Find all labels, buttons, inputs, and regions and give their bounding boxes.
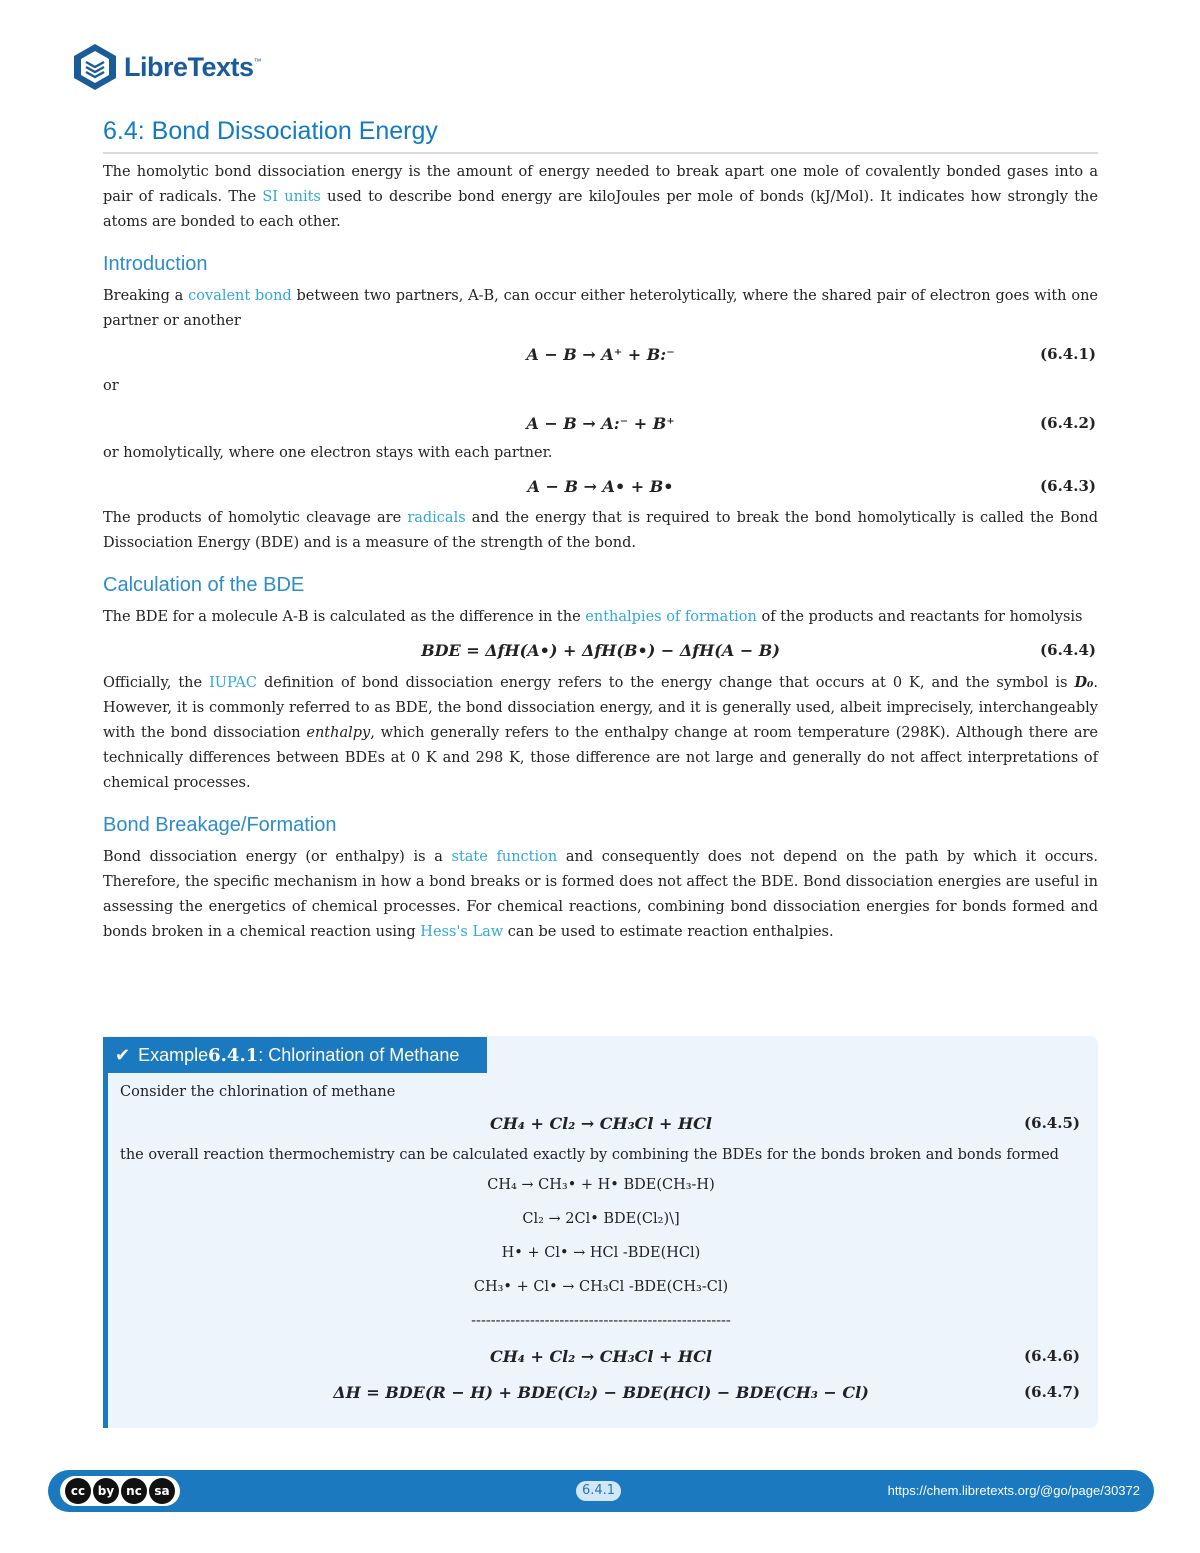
text-run: and consequently does not depend on the path by which it occurs. Therefore, the specific mechanism in how a bond breaks or is formed does not affect the BDE. Bond dissociation energies are useful in assessing the energetics of chemical processes. For chemical reactions, combining bond dissociation energies for bonds formed and bonds broken in a chemical reaction using bbox=[103, 849, 1098, 940]
equation-6-4-5 bbox=[120, 1105, 1082, 1141]
article-content bbox=[103, 117, 1098, 945]
page-number: 6.4.1 bbox=[576, 1481, 621, 1501]
page-title: 6.4: Bond Dissociation Energy bbox=[103, 117, 1098, 154]
calculation-paragraph bbox=[103, 605, 1098, 630]
example-number: 6.4.1 bbox=[208, 1044, 259, 1066]
text-run: The products of homolytic cleavage are bbox=[103, 510, 408, 526]
symbol-d0: D₀ bbox=[1074, 674, 1094, 691]
libretexts-logo[interactable] bbox=[72, 40, 262, 94]
text-run: . However, it is commonly referred to as BDE, the bond dissociation energy, and it is generally used, albeit imprecisely, interchangeably with the bond dissociation bbox=[103, 675, 1098, 741]
link-covalent-bond[interactable]: covalent bond bbox=[188, 288, 292, 304]
example-left-bar bbox=[103, 1073, 108, 1428]
example-explanation: the overall reaction thermochemistry can be calculated exactly by combining the BDEs for the bonds broken and bonds formed bbox=[120, 1147, 1059, 1163]
text-run: of the products and reactants for homolysis bbox=[756, 609, 1083, 625]
intro-paragraph bbox=[103, 160, 1098, 235]
example-title-tab bbox=[103, 1037, 487, 1073]
equation-number: (6.4.6) bbox=[1024, 1347, 1080, 1365]
heading-introduction: Introduction bbox=[103, 253, 208, 275]
cc-icon: cc bbox=[65, 1478, 91, 1504]
equation-body: A − B → A:⁻ + B⁺ bbox=[526, 413, 675, 433]
text-run: Bond dissociation energy (or enthalpy) is a bbox=[103, 849, 452, 865]
equation-6-4-4 bbox=[103, 632, 1098, 668]
equation-6-4-3 bbox=[103, 468, 1098, 504]
equation-number: (6.4.1) bbox=[1040, 345, 1096, 363]
text-run: definition of bond dissociation energy refers to the energy change that occurs at 0 K, and the symbol is bbox=[257, 675, 1075, 691]
iupac-paragraph bbox=[103, 670, 1098, 796]
equation-body: ΔH = BDE(R − H) + BDE(Cl₂) − BDE(HCl) − BDE(CH₃ − Cl) bbox=[333, 1382, 869, 1402]
text-run: , which generally refers to the enthalpy change at room temperature (298K). Although there are technically differences between BDEs at 0 K and 298 K, those difference are not large and generally do not affect interpretations of chemical processes. bbox=[103, 725, 1098, 791]
page-url[interactable]: https://chem.libretexts.org/@go/page/30372 bbox=[887, 1483, 1140, 1498]
equation-number: (6.4.3) bbox=[1040, 477, 1096, 495]
equation-number: (6.4.2) bbox=[1040, 414, 1096, 432]
divider-line: ----------------------------------------------------- bbox=[471, 1313, 731, 1329]
by-icon: by bbox=[93, 1478, 119, 1504]
link-si-units[interactable]: SI units bbox=[262, 189, 321, 205]
emphasis-enthalpy: enthalpy bbox=[306, 725, 371, 741]
text-run: can be used to estimate reaction enthalpies. bbox=[503, 924, 834, 940]
equation-body: CH₄ + Cl₂ → CH₃Cl + HCl bbox=[490, 1113, 712, 1133]
text-run: The homolytic bond dissociation energy is the amount of energy needed to break apart one mole of covalently bonded gases into a pair of radicals. The bbox=[103, 164, 1098, 205]
bond-breakage-paragraph bbox=[103, 845, 1098, 945]
homolytic-text: or homolytically, where one electron stays with each partner. bbox=[103, 445, 553, 461]
reaction-step-1: CH₄ → CH₃• + H• BDE(CH₃-H) bbox=[487, 1177, 715, 1193]
cc-license-badge[interactable] bbox=[60, 1476, 180, 1506]
heading-calculation: Calculation of the BDE bbox=[103, 574, 305, 596]
equation-6-4-7 bbox=[120, 1374, 1082, 1410]
equation-number: (6.4.7) bbox=[1024, 1383, 1080, 1401]
or-text: or bbox=[103, 378, 119, 394]
equation-6-4-2 bbox=[103, 405, 1098, 441]
check-icon: ✔ bbox=[115, 1044, 131, 1065]
libretexts-logo-icon bbox=[72, 42, 118, 92]
example-box bbox=[103, 1036, 1098, 1428]
link-iupac[interactable]: IUPAC bbox=[209, 675, 258, 691]
equation-body: CH₄ + Cl₂ → CH₃Cl + HCl bbox=[490, 1346, 712, 1366]
radicals-paragraph bbox=[103, 506, 1098, 556]
example-label: Example bbox=[138, 1044, 209, 1065]
link-state-function[interactable]: state function bbox=[451, 849, 558, 865]
link-enthalpies-of-formation[interactable]: enthalpies of formation bbox=[585, 609, 757, 625]
reaction-step-2: Cl₂ → 2Cl• BDE(Cl₂)\] bbox=[522, 1211, 680, 1227]
equation-6-4-6 bbox=[120, 1338, 1082, 1374]
equation-number: (6.4.5) bbox=[1024, 1114, 1080, 1132]
text-run: The BDE for a molecule A-B is calculated as the difference in the bbox=[103, 609, 586, 625]
text-run: between two partners, A-B, can occur either heterolytically, where the shared pair of electron goes with one partner or another bbox=[103, 288, 1098, 329]
text-run: and the energy that is required to break the bond homolytically is called the Bond Dissociation Energy (BDE) and is a measure of the strength of the bond. bbox=[103, 510, 1098, 551]
example-intro: Consider the chlorination of methane bbox=[120, 1084, 396, 1100]
sa-icon: sa bbox=[149, 1478, 175, 1504]
text-run: Breaking a bbox=[103, 288, 189, 304]
nc-icon: nc bbox=[121, 1478, 147, 1504]
heading-bond-breakage: Bond Breakage/Formation bbox=[103, 814, 337, 836]
equation-body: A − B → A⁺ + B:⁻ bbox=[526, 344, 675, 364]
logo-trademark: ™ bbox=[253, 56, 262, 66]
text-run: used to describe bond energy are kiloJoules per mole of bonds (kJ/Mol). It indicates how strongly the atoms are bonded to each other. bbox=[103, 189, 1098, 230]
reaction-step-4: CH₃• + Cl• → CH₃Cl -BDE(CH₃-Cl) bbox=[473, 1279, 729, 1295]
equation-6-4-1 bbox=[103, 336, 1098, 372]
page-footer bbox=[48, 1470, 1154, 1512]
text-run: Officially, the bbox=[103, 675, 210, 691]
link-hess-law[interactable]: Hess's Law bbox=[420, 924, 504, 940]
equation-body: BDE = ΔfH(A•) + ΔfH(B•) − ΔfH(A − B) bbox=[421, 640, 780, 660]
logo-wordmark: LibreTexts bbox=[124, 51, 254, 82]
introduction-paragraph bbox=[103, 284, 1098, 334]
link-radicals[interactable]: radicals bbox=[407, 510, 466, 526]
example-content bbox=[120, 1080, 1082, 1410]
reaction-step-3: H• + Cl• → HCl -BDE(HCl) bbox=[501, 1245, 701, 1261]
example-title: : Chlorination of Methane bbox=[258, 1044, 460, 1065]
equation-number: (6.4.4) bbox=[1040, 641, 1096, 659]
equation-body: A − B → A• + B• bbox=[527, 476, 674, 496]
